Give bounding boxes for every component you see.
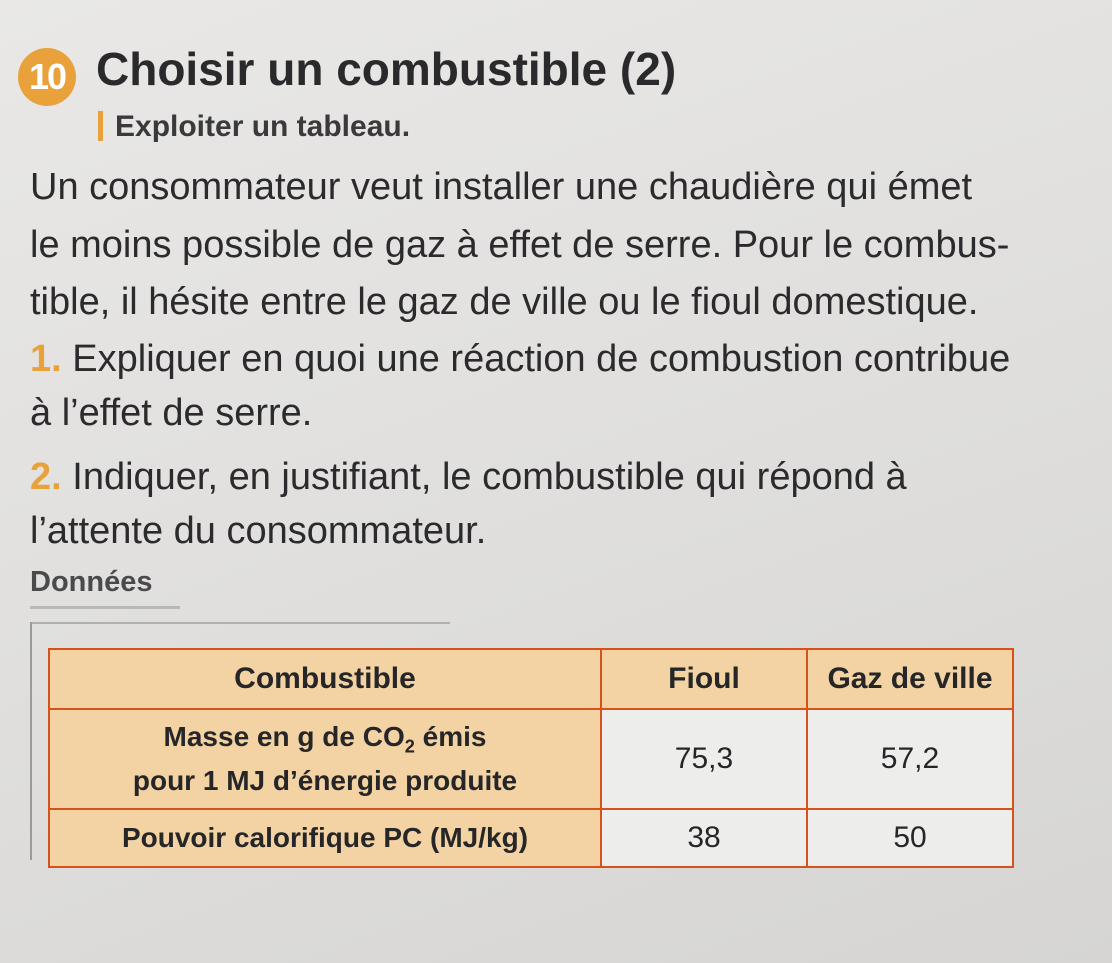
table-row	[49, 809, 1013, 867]
row-label-text: Masse en g de CO	[163, 721, 405, 753]
question-2-continued: l’attente du consommateur.	[30, 510, 487, 552]
column-header: Gaz de ville	[807, 649, 1013, 709]
data-frame-top	[30, 622, 450, 624]
column-header: Fioul	[601, 649, 807, 709]
table-cell: 38	[601, 809, 807, 867]
question-text: Indiquer, en justifiant, le combustible qui répond à	[72, 456, 907, 498]
table-row	[49, 709, 1013, 809]
row-label-text: pour 1 MJ d’énergie produite	[132, 764, 518, 796]
row-label	[49, 709, 601, 809]
table-cell: 50	[807, 809, 1013, 867]
row-label-subscript: 2	[404, 736, 415, 757]
question-number: 2.	[30, 456, 62, 498]
question-1	[30, 338, 1010, 381]
table-cell: 57,2	[807, 709, 1013, 809]
data-heading: Données	[30, 566, 153, 598]
skill-label: Exploiter un tableau.	[115, 110, 411, 143]
table-cell: 75,3	[601, 709, 807, 809]
skill-marker	[98, 111, 103, 141]
statement-line: tible, il hésite entre le gaz de ville ou le fioul domestique.	[30, 281, 979, 323]
exercise-number-badge: 10	[18, 48, 76, 106]
row-label: Pouvoir calorifique PC (MJ/kg)	[49, 809, 601, 867]
question-2	[30, 456, 907, 499]
row-label-text: émis	[414, 721, 487, 753]
fuel-data-table	[48, 648, 1014, 868]
question-text: Expliquer en quoi une réaction de combustion contribue	[72, 338, 1011, 380]
data-heading-underline	[30, 606, 180, 609]
data-frame-left	[30, 622, 32, 860]
exercise-skill	[98, 110, 410, 144]
statement-line: Un consommateur veut installer une chaudière qui émet	[30, 166, 973, 208]
statement-line: le moins possible de gaz à effet de serre. Pour le combus-	[30, 224, 1010, 266]
question-number: 1.	[30, 338, 62, 380]
exercise-title: Choisir un combustible (2)	[96, 43, 677, 95]
table-header-row	[49, 649, 1013, 709]
column-header: Combustible	[49, 649, 601, 709]
question-1-continued: à l’effet de serre.	[30, 392, 313, 434]
